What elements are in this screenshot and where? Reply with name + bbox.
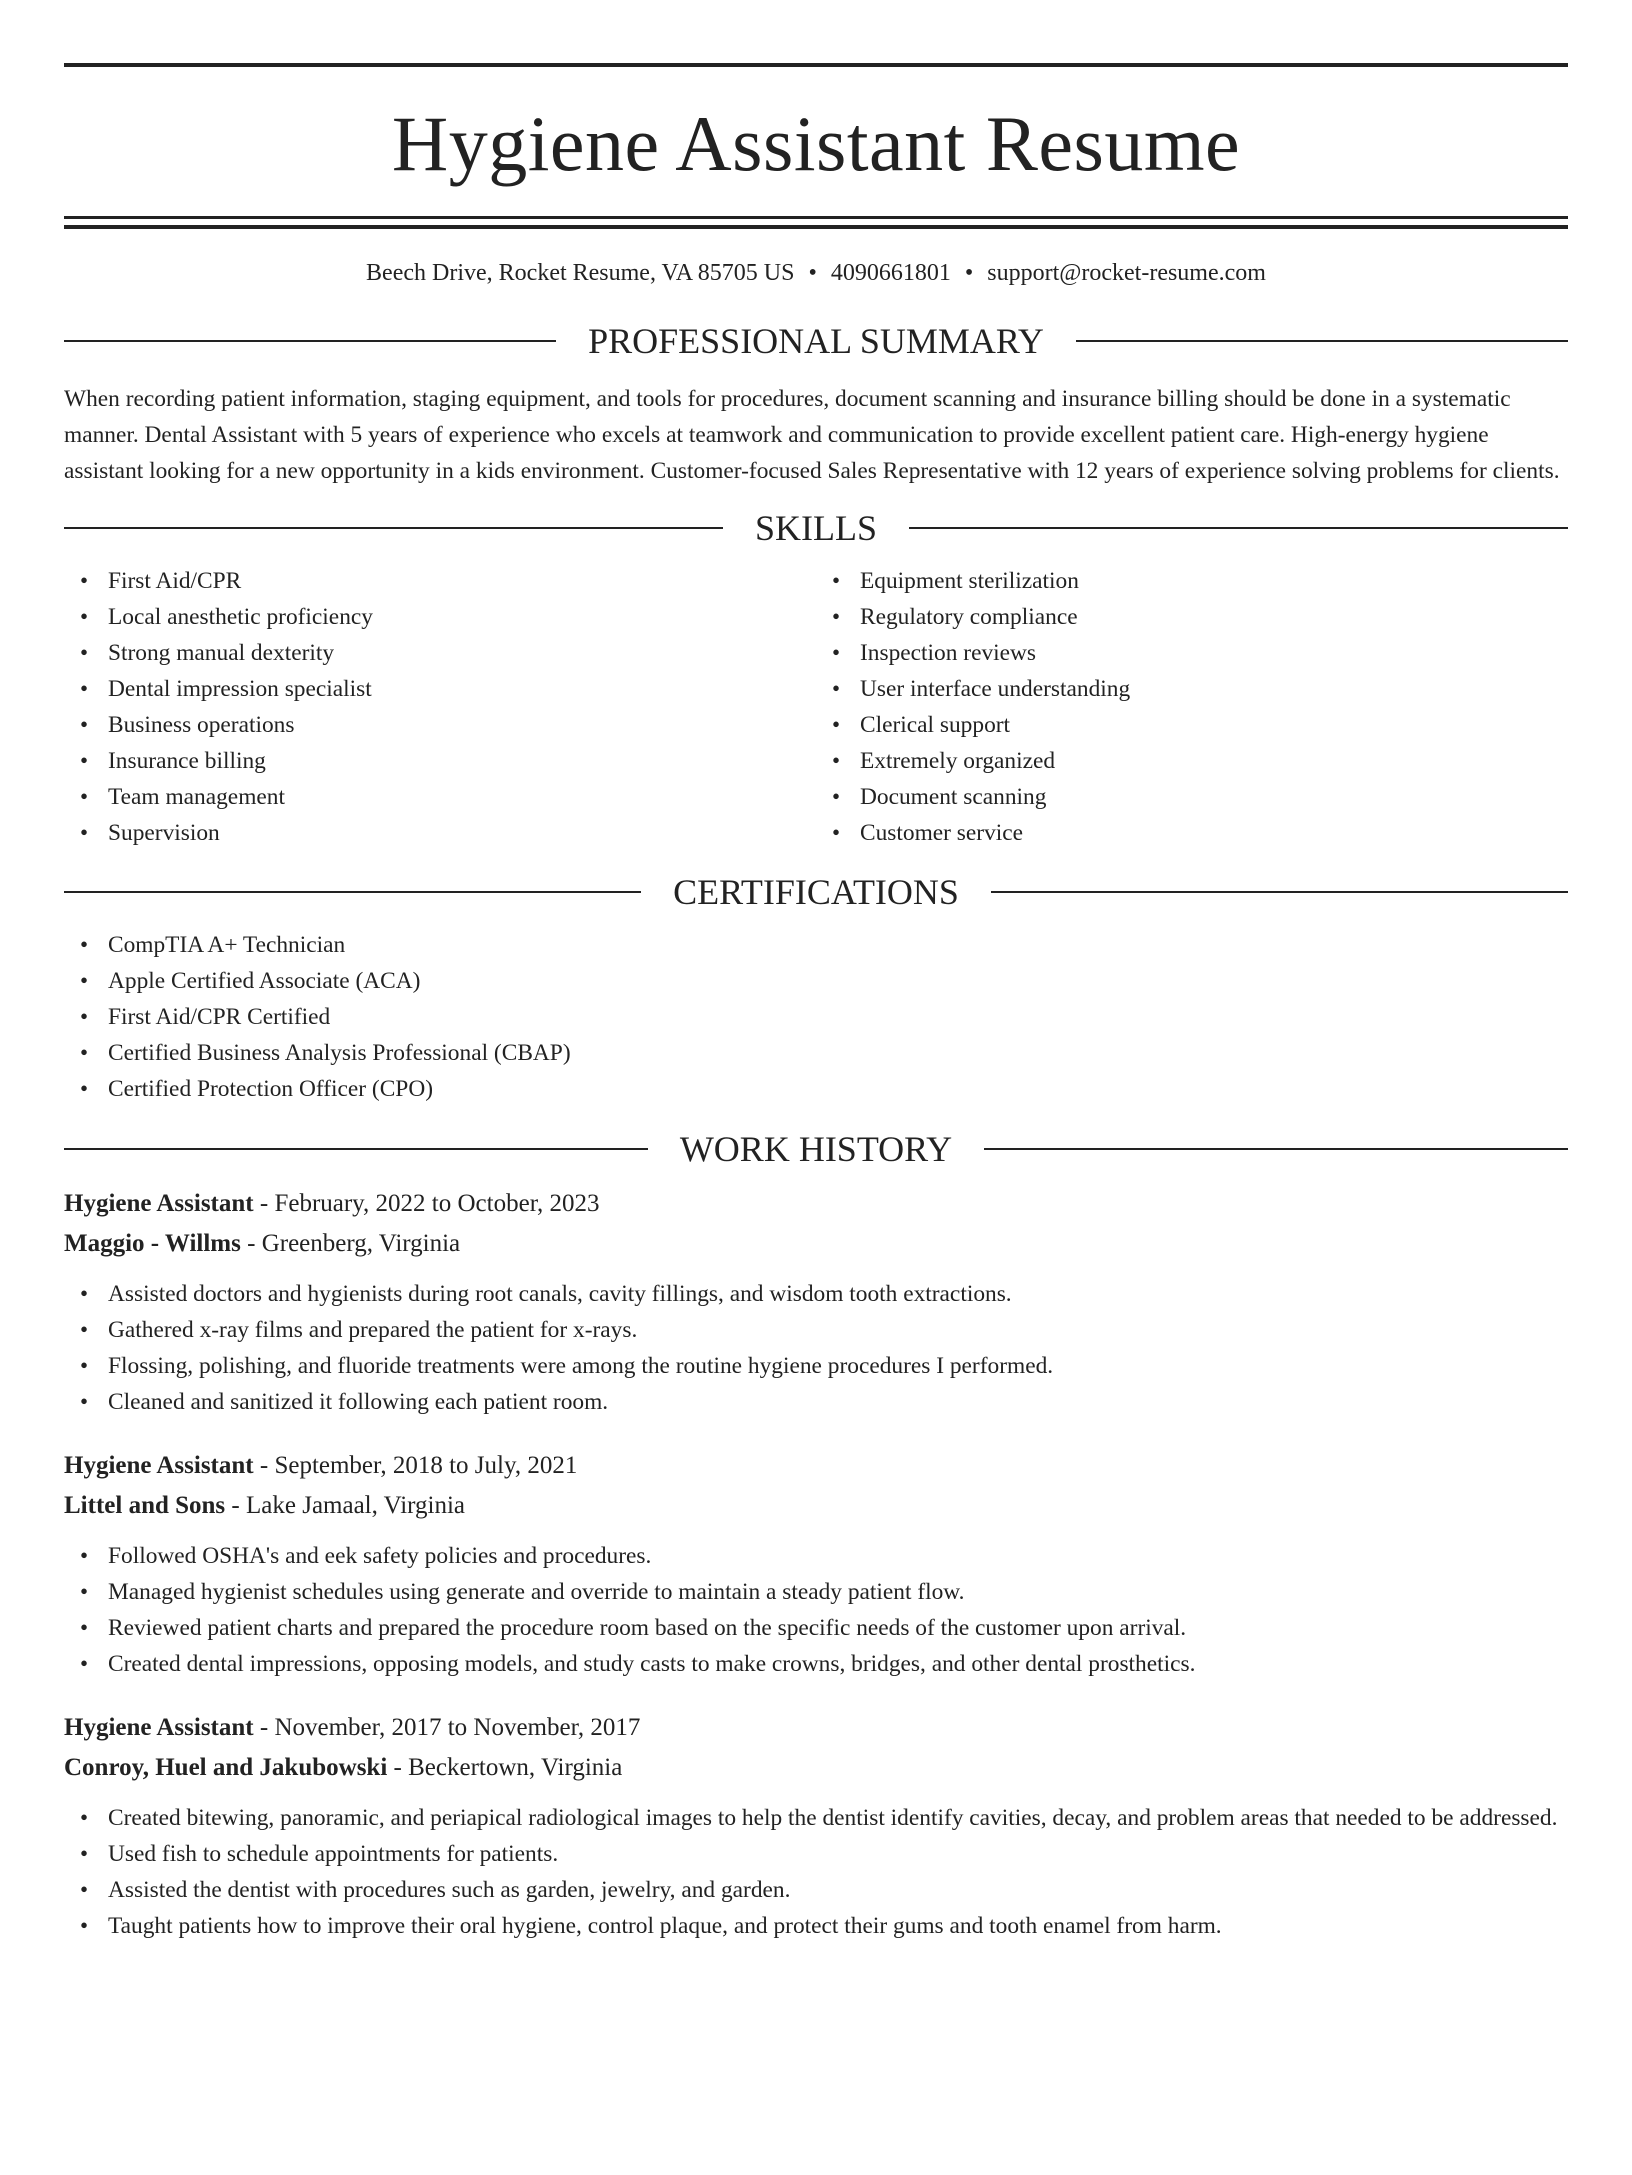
job-bullet: • Reviewed patient charts and prepared the procedure room based on the specific needs of the customer upon arrival. <box>108 1610 1568 1646</box>
skill-item: • Customer service <box>860 815 1568 851</box>
job-bullet: • Assisted doctors and hygienists during root canals, cavity fillings, and wisdom tooth extractions. <box>108 1276 1568 1312</box>
contact-phone: 4090661801 <box>830 260 951 286</box>
resume-page <box>0 63 1632 2175</box>
job-location: Beckertown, Virginia <box>408 1754 623 1781</box>
job-bullet: • Taught patients how to improve their oral hygiene, control plaque, and protect their gums and tooth enamel from harm. <box>108 1908 1568 1944</box>
certifications-list <box>64 927 1568 1107</box>
certification-item: • First Aid/CPR Certified <box>108 999 1568 1035</box>
skill-item: • Local anesthetic proficiency <box>108 599 816 635</box>
job-bullet: • Assisted the dentist with procedures such as garden, jewelry, and garden. <box>108 1872 1568 1908</box>
contact-separator: • <box>964 260 974 286</box>
heading-rule <box>984 1148 1568 1150</box>
skills-list-right <box>816 563 1568 851</box>
job-location: Lake Jamaal, Virginia <box>246 1492 466 1519</box>
heading-rule <box>909 527 1568 529</box>
section-heading-skills <box>64 507 1568 549</box>
skill-item: • Insurance billing <box>108 743 816 779</box>
job-company: Conroy, Huel and Jakubowski <box>64 1754 388 1781</box>
skill-item: • Dental impression specialist <box>108 671 816 707</box>
job-company-line: Maggio - Willms - Greenberg, Virginia <box>64 1230 461 1257</box>
job-bullet: • Cleaned and sanitized it following each patient room. <box>108 1384 1568 1420</box>
job-bullet: • Created dental impressions, opposing models, and study casts to make crowns, bridges, and other dental prosthetics. <box>108 1646 1568 1682</box>
heading-rule <box>991 891 1568 893</box>
skills-columns <box>64 563 1568 851</box>
job-company-line: Littel and Sons - Lake Jamaal, Virginia <box>64 1492 466 1519</box>
heading-rule <box>64 340 556 342</box>
job-title: Hygiene Assistant <box>64 1190 254 1217</box>
section-title: WORK HISTORY <box>679 1129 953 1169</box>
skills-list-left <box>64 563 816 851</box>
job-company-line: Conroy, Huel and Jakubowski - Beckertown, Virginia <box>64 1754 623 1781</box>
job-dates: September, 2018 to July, 2021 <box>274 1452 578 1479</box>
contact-line <box>64 261 1568 285</box>
heading-rule <box>64 527 723 529</box>
skill-item: • Strong manual dexterity <box>108 635 816 671</box>
job-title-line: Hygiene Assistant - September, 2018 to July, 2021 <box>64 1452 578 1479</box>
job-bullet: • Followed OSHA's and eek safety policies and procedures. <box>108 1538 1568 1574</box>
job-bullet: • Managed hygienist schedules using generate and override to maintain a steady patient flow. <box>108 1574 1568 1610</box>
heading-rule <box>1076 340 1568 342</box>
section-title: SKILLS <box>755 508 878 548</box>
skill-item: • User interface understanding <box>860 671 1568 707</box>
skill-item: • Clerical support <box>860 707 1568 743</box>
certification-item: • Certified Business Analysis Professional (CBAP) <box>108 1035 1568 1071</box>
section-heading-work-history <box>64 1128 1568 1170</box>
job-bullet: • Gathered x-ray films and prepared the patient for x-rays. <box>108 1312 1568 1348</box>
job-bullet: • Created bitewing, panoramic, and periapical radiological images to help the dentist identify cavities, decay, and problem areas that needed to be addressed. <box>108 1800 1568 1836</box>
title-double-rule <box>64 216 1568 229</box>
job-entry <box>64 1184 1568 1420</box>
skill-item: • Regulatory compliance <box>860 599 1568 635</box>
job-bullets <box>64 1538 1568 1682</box>
top-rule <box>64 63 1568 67</box>
skill-item: • Business operations <box>108 707 816 743</box>
section-heading-certifications <box>64 871 1568 913</box>
job-title-line: Hygiene Assistant - November, 2017 to November, 2017 <box>64 1714 641 1741</box>
summary-text: When recording patient information, staging equipment, and tools for procedures, document scanning and insurance billing should be done in a systematic manner. Dental Assistant with 5 years of experience who excels at teamwork and communication to provide excellent patient care. High-energy hygiene assistant looking for a new opportunity in a kids environment. Customer-focused Sales Representative with 12 years of experience solving problems for clients. <box>64 386 1560 484</box>
page-title: Hygiene Assistant Resume <box>391 100 1241 187</box>
heading-rule <box>64 891 641 893</box>
skill-item: • Team management <box>108 779 816 815</box>
skill-item: • Extremely organized <box>860 743 1568 779</box>
job-bullet: • Used fish to schedule appointments for patients. <box>108 1836 1568 1872</box>
job-location: Greenberg, Virginia <box>261 1230 461 1257</box>
section-title: CERTIFICATIONS <box>673 872 959 912</box>
skill-item: • Document scanning <box>860 779 1568 815</box>
contact-email[interactable]: support@rocket-resume.com <box>987 260 1266 286</box>
skill-item: • Inspection reviews <box>860 635 1568 671</box>
job-title: Hygiene Assistant <box>64 1452 254 1479</box>
job-dates: February, 2022 to October, 2023 <box>274 1190 600 1217</box>
job-bullet: • Flossing, polishing, and fluoride treatments were among the routine hygiene procedures I performed. <box>108 1348 1568 1384</box>
job-entry <box>64 1708 1568 1944</box>
contact-separator: • <box>808 260 817 286</box>
skill-item: • Supervision <box>108 815 816 851</box>
skill-item: • First Aid/CPR <box>108 563 816 599</box>
job-entry <box>64 1446 1568 1682</box>
section-title: PROFESSIONAL SUMMARY <box>588 321 1044 361</box>
skill-item: • Equipment sterilization <box>860 563 1568 599</box>
certification-item: • Apple Certified Associate (ACA) <box>108 963 1568 999</box>
contact-address: Beech Drive, Rocket Resume, VA 85705 US <box>366 260 795 286</box>
heading-rule <box>64 1148 648 1150</box>
job-company: Maggio - Willms <box>64 1230 241 1257</box>
job-bullets <box>64 1800 1568 1944</box>
section-heading-summary <box>64 320 1568 362</box>
job-title-line: Hygiene Assistant - February, 2022 to October, 2023 <box>64 1190 600 1217</box>
certification-item: • CompTIA A+ Technician <box>108 927 1568 963</box>
certification-item: • Certified Protection Officer (CPO) <box>108 1071 1568 1107</box>
job-bullets <box>64 1276 1568 1420</box>
job-title: Hygiene Assistant <box>64 1714 254 1741</box>
job-dates: November, 2017 to November, 2017 <box>274 1714 641 1741</box>
job-company: Littel and Sons <box>64 1492 226 1519</box>
